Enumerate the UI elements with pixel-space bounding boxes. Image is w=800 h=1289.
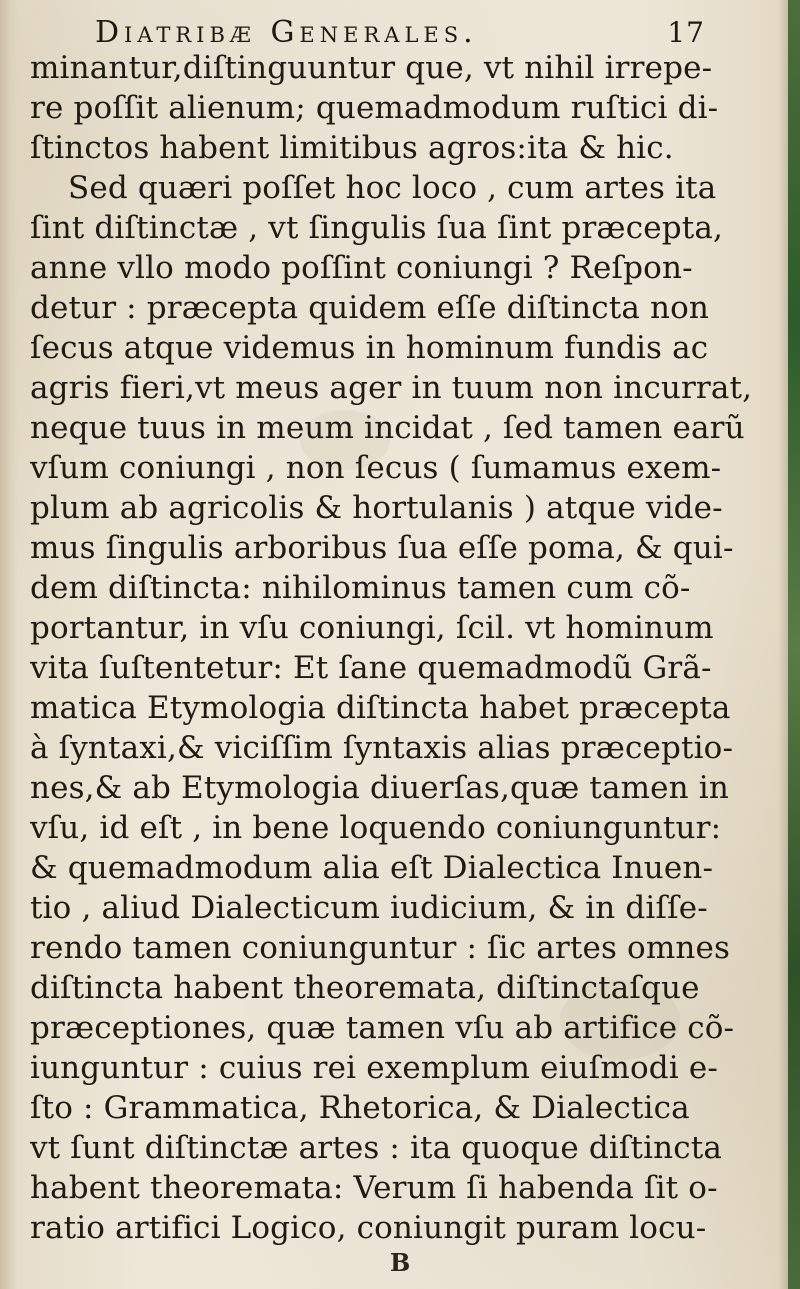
text-line: iunguntur : cuius rei exemplum eiuſmodi e- xyxy=(30,1050,718,1086)
text-line: præceptiones, quæ tamen vſu ab artifice cõ- xyxy=(30,1010,735,1046)
running-head: Diatribæ Generales. xyxy=(95,14,478,50)
page-number: 17 xyxy=(667,15,705,49)
text-line: portantur, in vſu coniungi, ſcil. vt hominum xyxy=(30,610,714,646)
text-line: ratio artifici Logico, coniungit puram locu- xyxy=(30,1210,707,1246)
text-line: minantur,diſtinguuntur que, vt nihil irrepe- xyxy=(30,50,713,86)
text-line: tio , aliud Dialecticum iudicium, & in diſſe- xyxy=(30,890,708,926)
text-line: & quemadmodum alia eſt Dialectica Inuen- xyxy=(30,850,714,886)
text-line: agris fieri,vt meus ager in tuum non incurrat, xyxy=(30,370,753,406)
text-line: ſtinctos habent limitibus agros:ita & hic. xyxy=(30,130,674,166)
text-line: re poſſit alienum; quemadmodum ruſtici di- xyxy=(30,90,719,126)
text-line: diſtincta habent theoremata, diſtinctaſque xyxy=(30,970,700,1006)
green-edge-strip xyxy=(788,0,800,1289)
text-line: ſto : Grammatica, Rhetorica, & Dialectica xyxy=(30,1090,690,1126)
text-line: dem diſtincta: nihilominus tamen cum cõ- xyxy=(30,570,691,606)
text-line: matica Etymologia diſtincta habet præcepta xyxy=(30,690,731,726)
text-line: neque tuus in meum incidat , ſed tamen earũ xyxy=(30,410,745,446)
text-line: vt ſunt diſtinctæ artes : ita quoque diſtincta xyxy=(30,1130,723,1166)
text-line: vita ſuſtentetur: Et ſane quemadmodũ Grã- xyxy=(30,650,712,686)
text-line: ſint diſtinctæ , vt ſingulis ſua ſint præcepta, xyxy=(30,210,723,246)
text-line: anne vllo modo poſſint coniungi ? Reſpon- xyxy=(30,250,693,286)
main-text xyxy=(30,48,753,1248)
text-line: à ſyntaxi,& viciſſim ſyntaxis alias præceptio- xyxy=(30,730,734,766)
binding-gutter xyxy=(0,0,18,1289)
page-edge-shadow xyxy=(778,0,788,1289)
text-line: habent theoremata: Verum ſi habenda ſit o- xyxy=(30,1170,718,1206)
text-line: detur : præcepta quidem eſſe diſtincta non xyxy=(30,290,710,326)
catchword: B xyxy=(390,1248,411,1277)
text-line: vſum coniungi , non ſecus ( ſumamus exem- xyxy=(30,450,722,486)
text-line: nes,& ab Etymologia diuerſas,quæ tamen in xyxy=(30,770,729,806)
text-line: plum ab agricolis & hortulanis ) atque vide- xyxy=(30,490,723,526)
text-line: Sed quæri poſſet hoc loco , cum artes ita xyxy=(68,170,717,206)
text-line: rendo tamen coniunguntur : ſic artes omnes xyxy=(30,930,731,966)
text-line: ſecus atque videmus in hominum fundis ac xyxy=(30,330,709,366)
text-line: vſu, id eſt , in bene loquendo coniunguntur: xyxy=(30,810,722,846)
text-line: mus ſingulis arboribus ſua eſſe poma, & qui- xyxy=(30,530,734,566)
